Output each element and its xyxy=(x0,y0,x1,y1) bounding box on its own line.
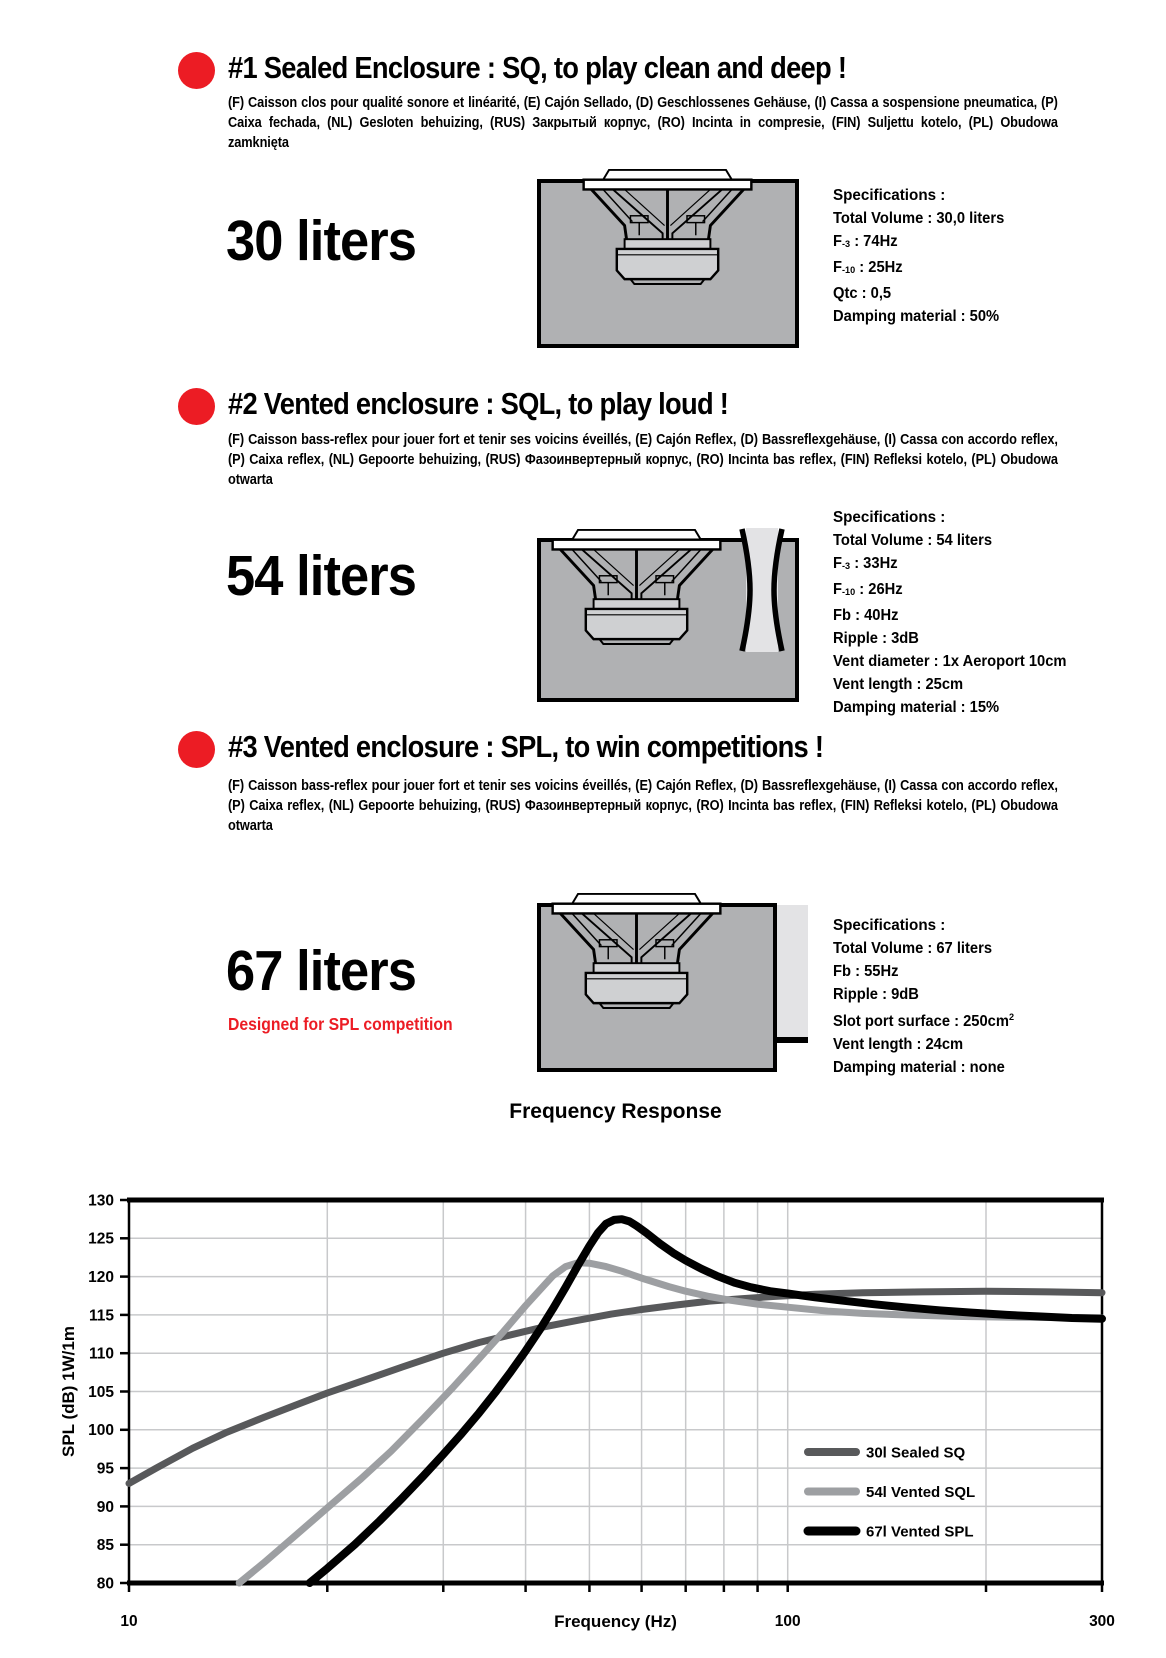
spec-row: Fb : 40Hz xyxy=(833,606,899,624)
spec-row: Damping material : 15% xyxy=(833,698,1000,716)
section-title: #3 Vented enclosure : SPL, to win competitions ! xyxy=(228,729,824,764)
y-tick-label: 80 xyxy=(96,1575,114,1593)
spec-row: Total Volume : 54 liters xyxy=(833,532,993,549)
spec-row: Fb : 55Hz xyxy=(833,963,899,980)
y-tick-label: 95 xyxy=(96,1460,114,1478)
y-tick-label: 105 xyxy=(88,1383,114,1401)
section-description: (F) Caisson bass-reflex pour jouer fort et tenir ses voicins éveillés, (E) Cajón Reflex, (D) Bassreflexgehäuse, (I) Cassa con accordo reflex, (P) Caixa reflex, (NL) Gepoorte behuizing, (RUS) Фазоинвертерный корпус, (RO) Incinta bas reflex, (FIN) Refleksi kotelo, (PL) Obudowa otwarta xyxy=(228,778,1058,834)
spec-row: Qtc : 0,5 xyxy=(833,284,892,302)
frequency-response-chart xyxy=(0,1080,1166,1658)
red-bullet-icon xyxy=(178,52,215,89)
enclosure-diagram-vented-slot xyxy=(520,887,840,1073)
y-tick-label: 110 xyxy=(88,1345,114,1363)
chart-title: Frequency Response xyxy=(509,1100,722,1123)
enclosure-diagram-sealed xyxy=(520,163,820,349)
spec-row: $F_{-10}$ : 26Hz xyxy=(833,580,903,598)
red-bullet-icon xyxy=(178,388,215,425)
curve-67l-vented-spl xyxy=(310,1219,1102,1583)
legend-label: 54l Vented SQL xyxy=(866,1483,976,1501)
specs-list xyxy=(833,207,1082,328)
specs-block xyxy=(833,184,1082,328)
spec-row: $F_{-10}$ : 25Hz xyxy=(833,258,903,276)
y-tick-label: 120 xyxy=(88,1269,114,1287)
section-title: #1 Sealed Enclosure : SQ, to play clean and deep ! xyxy=(228,50,847,85)
spec-row: Vent length : 24cm xyxy=(833,1036,964,1054)
slot-port-icon xyxy=(775,905,808,1040)
specs-title: Specifications : xyxy=(833,509,946,526)
y-tick-label: 130 xyxy=(88,1192,114,1210)
section-title: #2 Vented enclosure : SQL, to play loud ! xyxy=(228,386,729,421)
x-axis-title: Frequency (Hz) xyxy=(554,1612,677,1631)
chart-canvas xyxy=(0,1080,1166,1658)
spec-row: Total Volume : 30,0 liters xyxy=(833,210,1005,227)
slot-port-cap xyxy=(775,1037,808,1043)
volume-label: 30 liters xyxy=(226,209,416,273)
spec-row: Ripple : 3dB xyxy=(833,629,919,647)
spec-row: Ripple : 9dB xyxy=(833,986,919,1003)
x-tick-label: 10 xyxy=(120,1613,138,1630)
legend-label: 30l Sealed SQ xyxy=(866,1444,966,1462)
specs-list xyxy=(833,529,1082,719)
legend-label: 67l Vented SPL xyxy=(866,1523,974,1541)
enclosure-diagram-vented-tube xyxy=(520,520,820,706)
spec-row: $F_{-3}$ : 74Hz xyxy=(833,233,898,250)
specs-title: Specifications : xyxy=(833,187,946,204)
volume-label: 67 liters xyxy=(226,939,416,1003)
volume-label: 54 liters xyxy=(226,544,416,608)
section-description: (F) Caisson clos pour qualité sonore et linéarité, (E) Cajón Sellado, (D) Geschlossenes Gehäuse, (I) Cassa a sospensione pneumatica, (P) Caixa fechada, (NL) Gesloten behuizing, (RUS) Закрытый корпус, (RO) Incinta in compresie, (FIN) Suljettu kotelo, (PL) Obudowa zamknięta xyxy=(228,95,1058,151)
spec-row: Damping material : none xyxy=(833,1059,1005,1077)
y-tick-label: 85 xyxy=(96,1537,114,1555)
spec-row: $F_{-3}$ : 33Hz xyxy=(833,555,898,572)
x-tick-label: 100 xyxy=(774,1613,801,1630)
spec-row: Vent diameter : 1x Aeroport 10cm xyxy=(833,652,1067,670)
y-tick-label: 115 xyxy=(88,1307,114,1325)
spec-row: Damping material : 50% xyxy=(833,307,1000,325)
y-tick-label: 90 xyxy=(96,1498,114,1516)
specs-title: Specifications : xyxy=(833,917,946,934)
section-description: (F) Caisson bass-reflex pour jouer fort et tenir ses voicins éveillés, (E) Cajón Reflex, (D) Bassreflexgehäuse, (I) Cassa con accordo reflex, (P) Caixa reflex, (NL) Gepoorte behuizing, (RUS) Фазоинвертерный корпус, (RO) Incinta bas reflex, (FIN) Refleksi kotelo, (PL) Obudowa otwarta xyxy=(228,432,1058,488)
spec-row: Slot port surface : $250cm^2$ xyxy=(833,1012,1015,1031)
y-axis-title: SPL (dB) 1W/1m xyxy=(59,1326,78,1457)
y-tick-label: 100 xyxy=(88,1422,114,1440)
spec-row: Vent length : 25cm xyxy=(833,675,964,693)
red-bullet-icon xyxy=(178,731,215,768)
y-tick-label: 125 xyxy=(88,1230,114,1248)
x-tick-label: 300 xyxy=(1089,1613,1115,1630)
specs-block xyxy=(833,506,1082,719)
spl-competition-note: Designed for SPL competition xyxy=(228,1014,453,1034)
spec-row: Total Volume : 67 liters xyxy=(833,940,993,957)
specs-block xyxy=(833,914,1082,1079)
specs-list xyxy=(833,937,1082,1079)
